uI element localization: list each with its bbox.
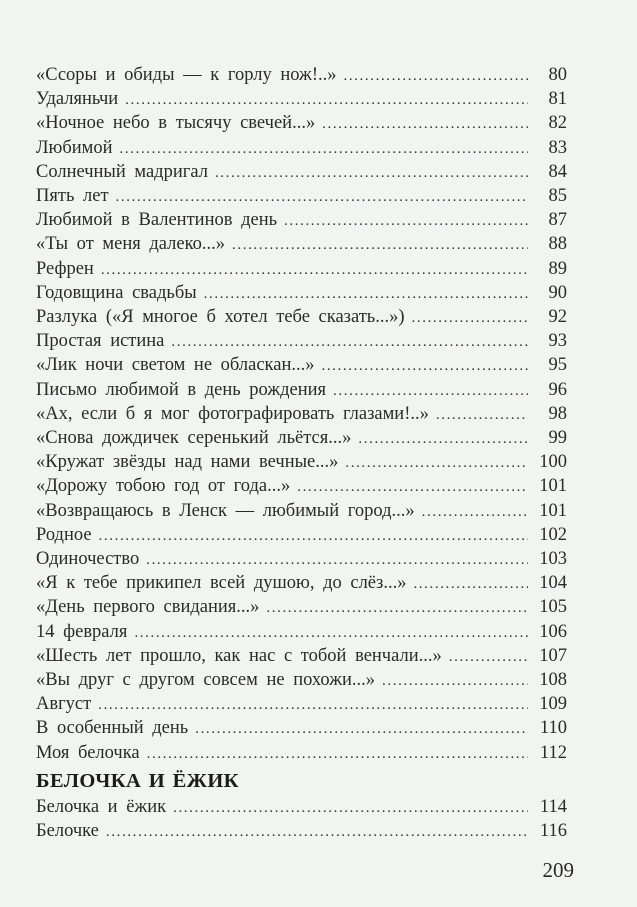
entry-title: Простая истина: [36, 331, 165, 352]
dot-leader: [116, 186, 528, 209]
entry-page-number: 88: [548, 234, 567, 255]
toc-entry: [36, 621, 567, 645]
toc-entry: [36, 427, 567, 451]
dot-leader: [449, 646, 528, 669]
dot-leader: [413, 573, 528, 596]
entry-page-number: 98: [548, 403, 567, 424]
toc-entry: [36, 379, 567, 403]
entry-title: «Ах, если б я мог фотографировать глазами!..»: [36, 403, 429, 424]
toc-entry: [36, 548, 567, 572]
entry-title: «Снова дождичек серенький льётся...»: [36, 428, 352, 449]
entry-title: Рефрен: [36, 258, 94, 279]
toc-entry: [36, 233, 567, 257]
toc-entry: [36, 354, 567, 378]
dot-leader: [134, 622, 528, 645]
section-heading: БЕЛОЧКА И ЁЖИК: [36, 769, 239, 792]
page-number: 209: [542, 857, 574, 882]
entry-title: Моя белочка: [36, 742, 140, 763]
entry-title: Родное: [36, 524, 92, 545]
entry-title: Пять лет: [36, 186, 109, 207]
dot-leader: [344, 65, 529, 88]
toc-entry: [36, 282, 567, 306]
dot-leader: [333, 380, 528, 403]
entry-page-number: 107: [539, 645, 567, 666]
entry-title: Белочке: [36, 821, 99, 842]
toc-entry: [36, 209, 567, 233]
dot-leader: [99, 525, 528, 548]
dot-leader: [382, 670, 528, 693]
entry-page-number: 100: [539, 452, 567, 473]
dot-leader: [266, 597, 528, 620]
dot-leader: [215, 162, 528, 185]
entry-page-number: 105: [539, 597, 567, 618]
entry-page-number: 96: [548, 379, 567, 400]
toc-entry: [36, 596, 567, 620]
entry-page-number: 80: [548, 65, 567, 85]
entry-page-number: 108: [539, 670, 567, 691]
toc-entry: [36, 451, 567, 475]
toc-entry: [36, 820, 567, 844]
entry-page-number: 83: [548, 137, 567, 158]
dot-leader: [345, 452, 528, 475]
dot-leader: [412, 307, 528, 330]
toc-entry: [36, 717, 567, 741]
toc-entry: [36, 693, 567, 717]
entry-page-number: 90: [548, 282, 567, 303]
toc-entry: [36, 88, 567, 112]
toc-list: [36, 64, 567, 845]
entry-page-number: 101: [539, 476, 567, 497]
entry-page-number: 84: [548, 161, 567, 182]
dot-leader: [284, 210, 528, 233]
entry-title: «Дорожу тобою год от года...»: [36, 476, 291, 497]
dot-leader: [358, 428, 528, 451]
entry-page-number: 95: [548, 355, 567, 376]
entry-title: «Ссоры и обиды — к горлу нож!..»: [36, 65, 337, 85]
entry-page-number: 92: [548, 307, 567, 328]
toc-entry: [36, 112, 567, 136]
toc-entry: [36, 796, 567, 820]
entry-page-number: 93: [548, 331, 567, 352]
entry-title: «Лик ночи светом не обласкан...»: [36, 355, 315, 376]
entry-page-number: 110: [539, 718, 567, 739]
entry-title: «Вы друг с другом совсем не похожи...»: [36, 670, 376, 691]
dot-leader: [101, 259, 528, 282]
entry-title: «Я к тебе прикипел всей душою, до слёз...»: [36, 573, 407, 594]
entry-page-number: 106: [539, 621, 567, 642]
entry-page-number: 99: [548, 428, 567, 449]
toc-entry: [36, 306, 567, 330]
dot-leader: [322, 113, 528, 136]
toc-entry: [36, 645, 567, 669]
entry-title: В особенный день: [36, 718, 189, 739]
entry-title: Удаляньчи: [36, 89, 119, 110]
dot-leader: [422, 501, 528, 524]
entry-title: Любимой в Валентинов день: [36, 210, 278, 231]
entry-page-number: 102: [539, 524, 567, 545]
entry-page-number: 81: [548, 89, 567, 110]
entry-title: «Возвращаюсь в Ленск — любимый город...»: [36, 500, 415, 521]
dot-leader: [297, 476, 528, 499]
entry-title: Любимой: [36, 137, 113, 158]
entry-page-number: 85: [548, 186, 567, 207]
entry-title: Разлука («Я многое б хотел тебе сказать...»): [36, 307, 405, 328]
entry-page-number: 104: [539, 573, 567, 594]
toc-entry: [36, 185, 567, 209]
entry-title: «Кружат звёзды над нами вечные...»: [36, 452, 339, 473]
toc-entry: [36, 161, 567, 185]
entry-page-number: 103: [539, 549, 567, 570]
entry-page-number: 101: [539, 500, 567, 521]
entry-page-number: 89: [548, 258, 567, 279]
toc-entry: [36, 64, 567, 88]
dot-leader: [173, 797, 528, 820]
toc-entry: [36, 669, 567, 693]
entry-page-number: 87: [548, 210, 567, 231]
dot-leader: [106, 821, 528, 844]
entry-page-number: 112: [539, 742, 567, 763]
entry-page-number: 114: [539, 797, 567, 818]
toc-entry: [36, 403, 567, 427]
entry-title: «Ночное небо в тысячу свечей...»: [36, 113, 316, 134]
toc-entry: [36, 258, 567, 282]
entry-title: Письмо любимой в день рождения: [36, 379, 327, 400]
entry-title: Белочка и ёжик: [36, 797, 167, 818]
dot-leader: [436, 404, 528, 427]
toc-entry: [36, 475, 567, 499]
entry-title: Август: [36, 694, 92, 715]
entry-page-number: 116: [539, 821, 567, 842]
dot-leader: [195, 718, 528, 741]
entry-title: «Шесть лет прошло, как нас с тобой венчали...»: [36, 645, 442, 666]
entry-title: «День первого свидания...»: [36, 597, 260, 618]
entry-title: 14 февраля: [36, 621, 128, 642]
dot-leader: [147, 743, 528, 766]
entry-title: Солнечный мадригал: [36, 161, 208, 182]
dot-leader: [204, 283, 528, 306]
entry-title: Годовщина свадьбы: [36, 282, 197, 303]
dot-leader: [125, 89, 528, 112]
toc-entry: [36, 330, 567, 354]
dot-leader: [321, 355, 528, 378]
dot-leader: [171, 331, 528, 354]
dot-leader: [232, 234, 528, 257]
entry-title: «Ты от меня далеко...»: [36, 234, 226, 255]
toc-entry: [36, 500, 567, 524]
entry-title: Одиночество: [36, 549, 140, 570]
toc-entry: [36, 524, 567, 548]
toc-entry: [36, 137, 567, 161]
entry-page-number: 82: [548, 113, 567, 134]
toc-entry: [36, 742, 567, 766]
dot-leader: [98, 694, 528, 717]
entry-page-number: 109: [539, 694, 567, 715]
dot-leader: [146, 549, 528, 572]
dot-leader: [120, 138, 528, 161]
toc-entry: [36, 572, 567, 596]
